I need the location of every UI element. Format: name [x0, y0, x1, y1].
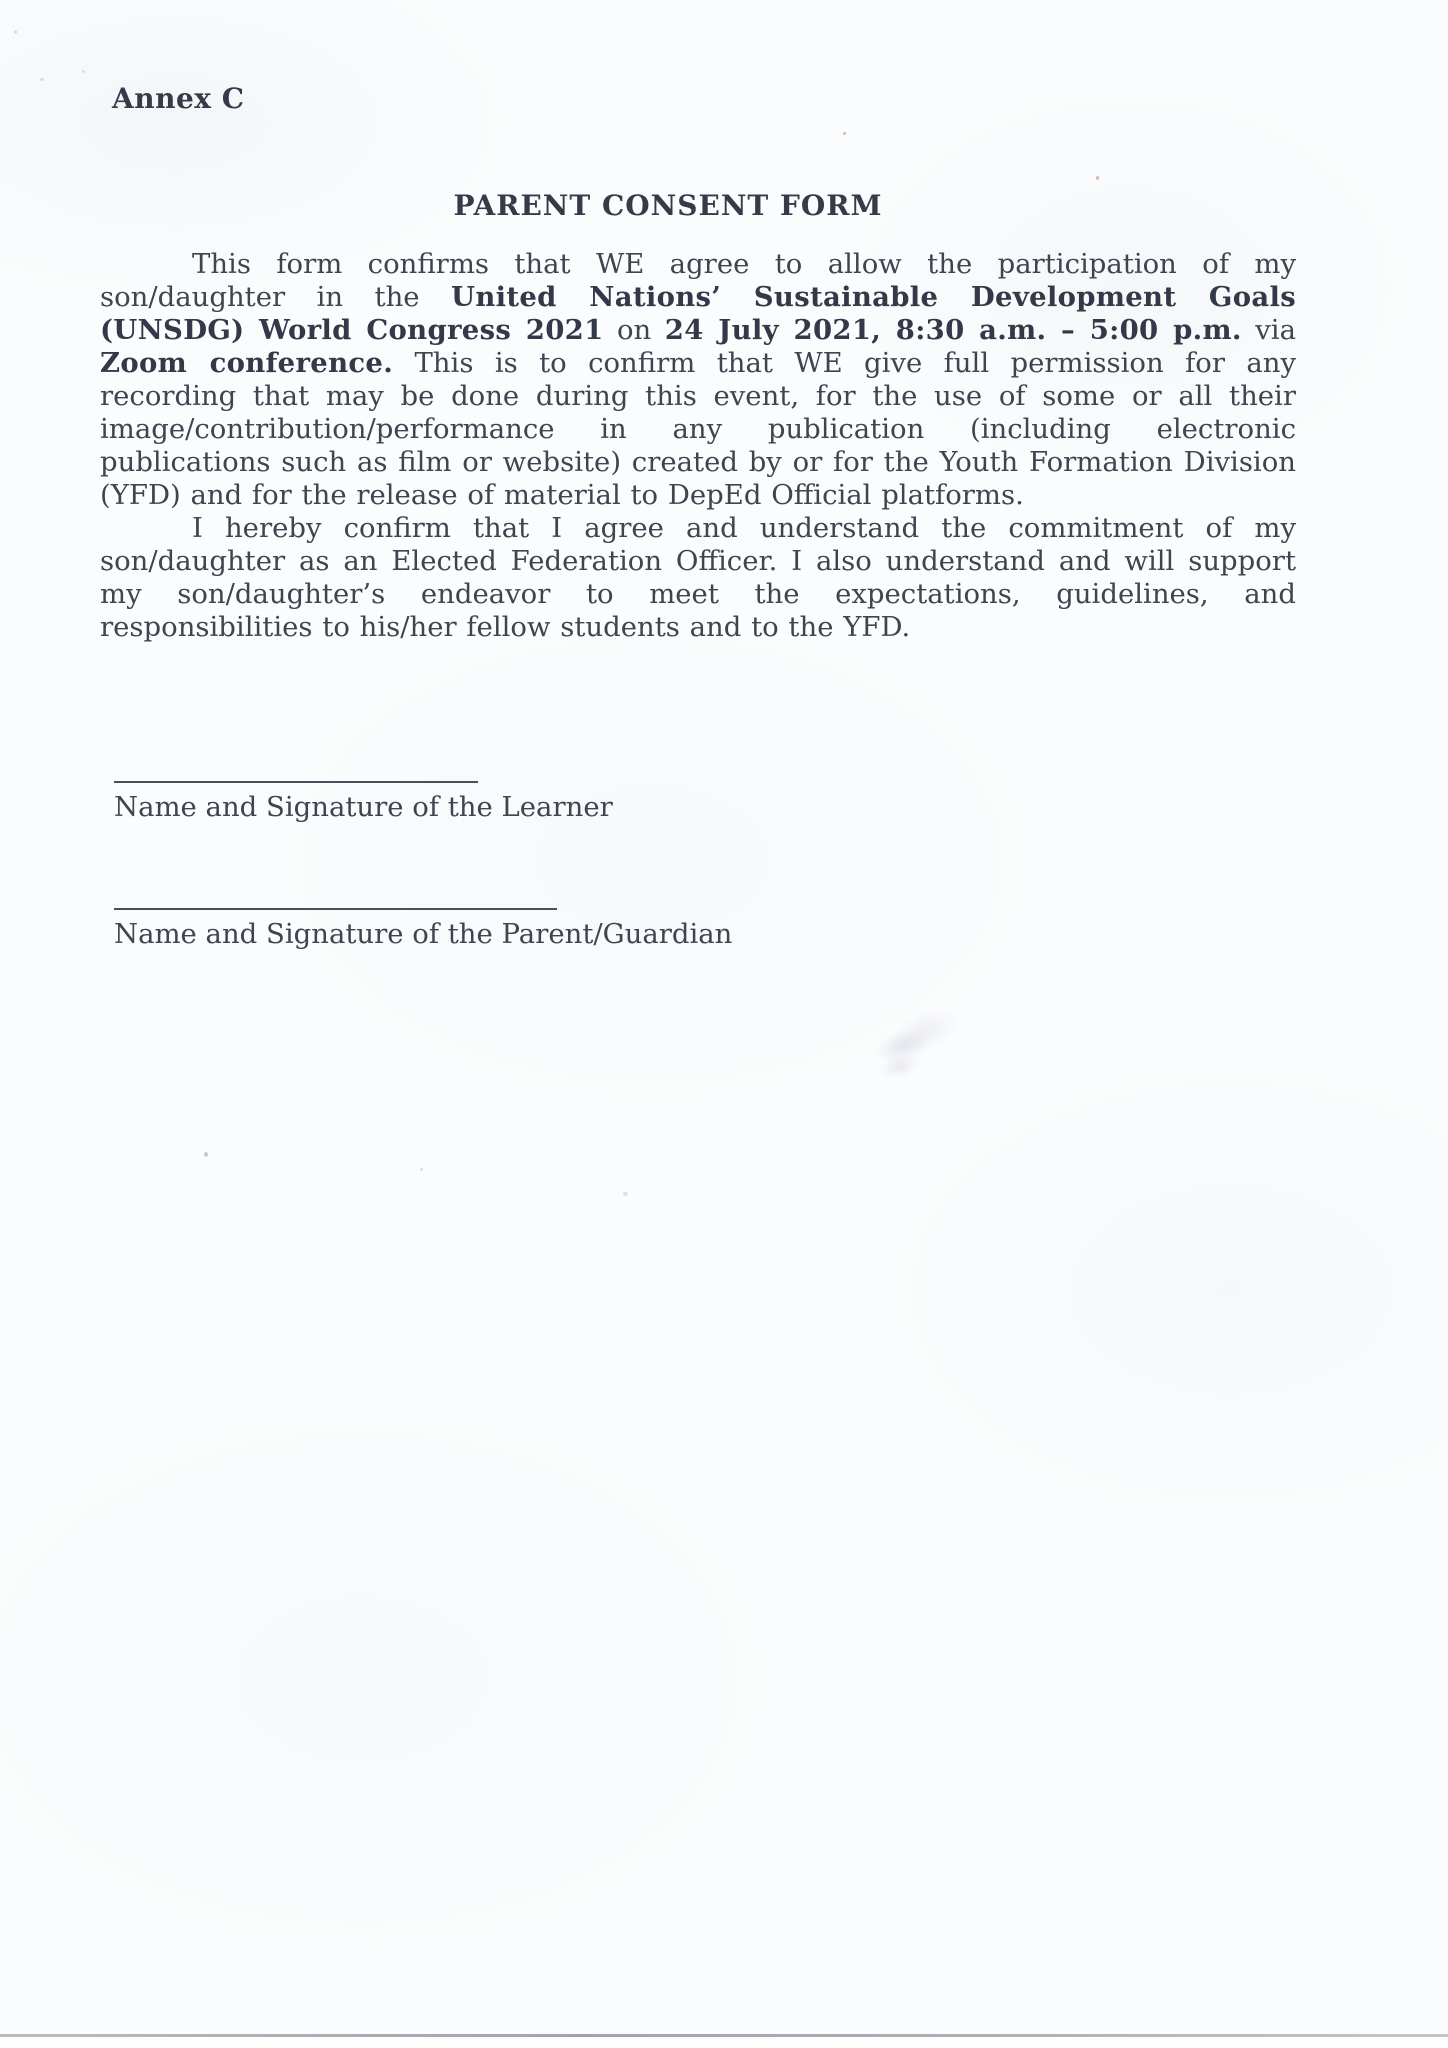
- scan-speck: [40, 78, 44, 81]
- scan-speck: [623, 1192, 628, 1196]
- consent-paragraph-1: This form confirms that WE agree to allow the participation of my son/daughter in the United Nations’ Sustainable Development Goals (UNSDG) World Congress 2021 on 24 July 2021, 8:30 a.m. – 5:00 p.m. via Zoom conference. This is to confirm that WE give full permission for any recording that may be done during this event, for the use of some or all their image/contribution/performance in any publication (including electronic publications such as film or website) created by or for the Youth Formation Division (YFD) and for the release of material to DepEd Official platforms.: [100, 248, 1296, 511]
- scan-speck: [82, 70, 85, 73]
- consent-paragraph-2: I hereby confirm that I agree and understand the commitment of my son/daughter as an Elected Federation Officer. I also understand and will support my son/daughter’s endeavor to meet the expectations, guidelines, and responsibilities to his/her fellow students and to the YFD.: [100, 512, 1296, 643]
- scan-speck: [14, 30, 17, 34]
- scan-speck: [420, 1168, 423, 1171]
- parent-guardian-signature-label: Name and Signature of the Parent/Guardian: [114, 918, 733, 950]
- annex-label: Annex C: [112, 82, 245, 115]
- learner-signature-line: [114, 781, 478, 783]
- page-title: PARENT CONSENT FORM: [453, 189, 883, 222]
- scan-speck: [1096, 176, 1099, 180]
- scan-smudge-mark: [850, 991, 987, 1098]
- parent-guardian-signature-line: [114, 908, 557, 910]
- scan-speck: [204, 1152, 208, 1157]
- scanner-background-strip: [0, 2037, 1448, 2048]
- scan-speck: [843, 132, 846, 135]
- learner-signature-label: Name and Signature of the Learner: [114, 791, 613, 823]
